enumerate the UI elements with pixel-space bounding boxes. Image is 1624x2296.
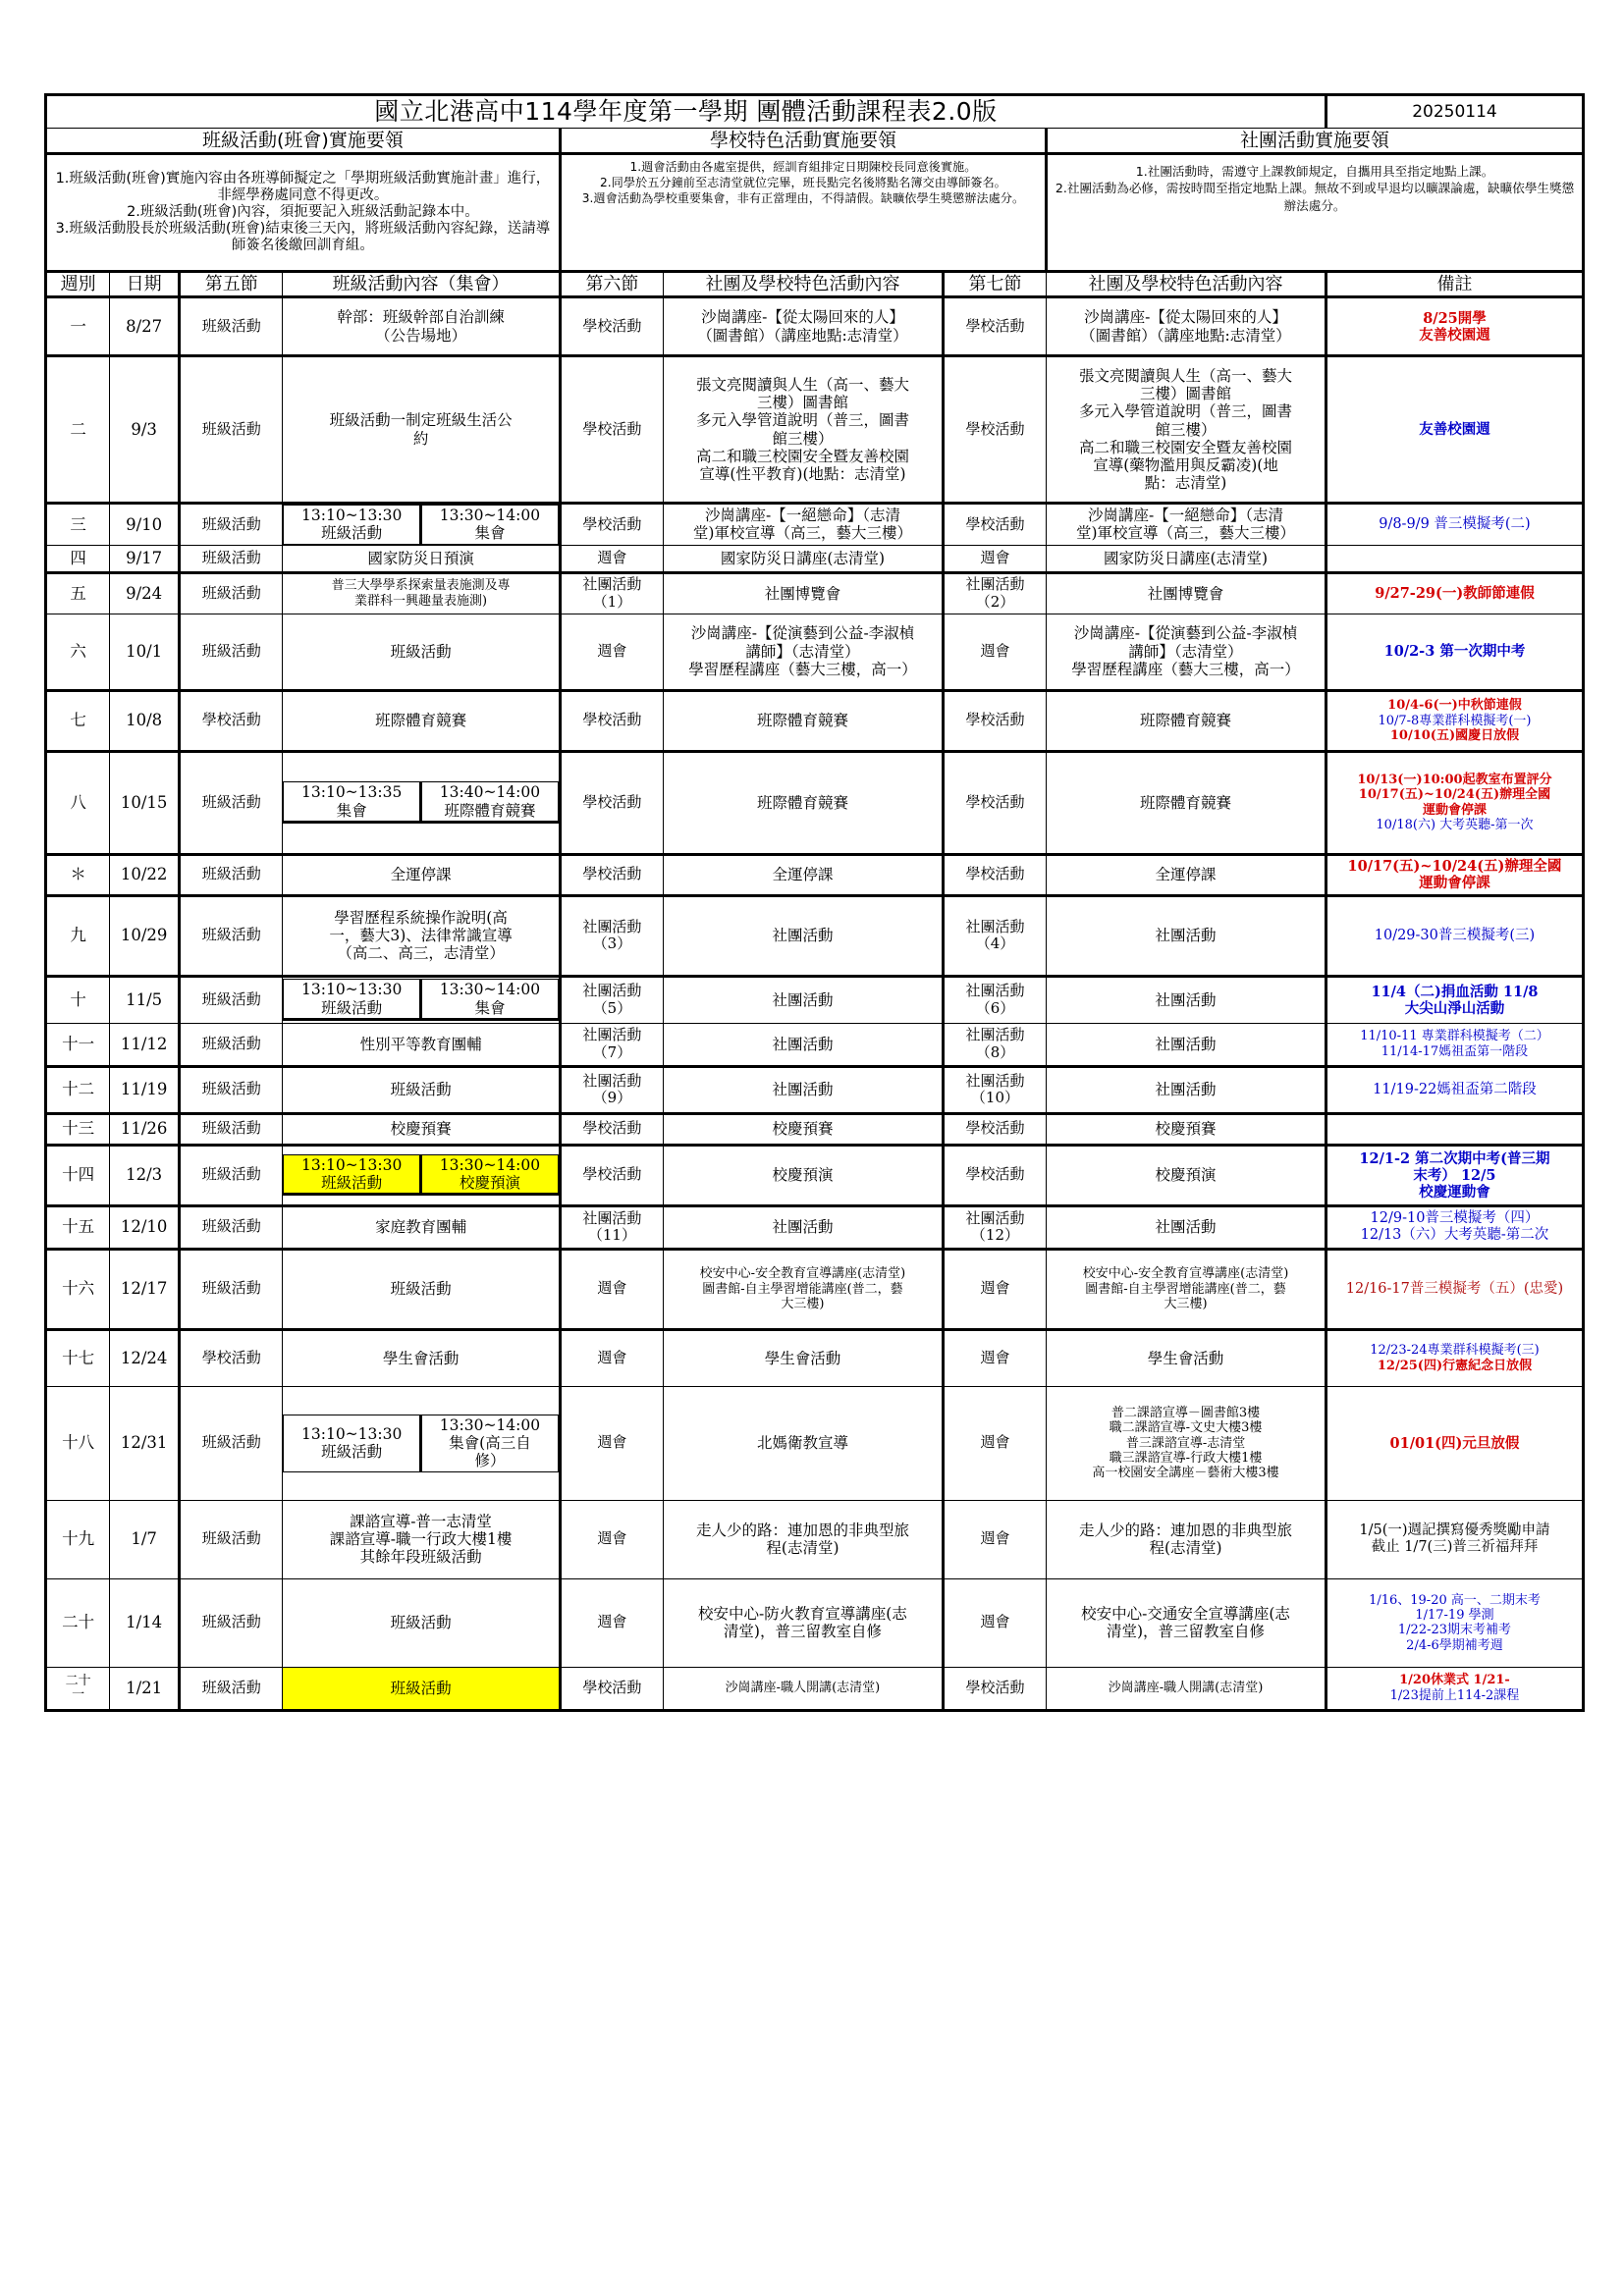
- cell-week: 八: [46, 751, 110, 854]
- cell-p6-content: 社團博覽會: [664, 572, 944, 614]
- cell-week: ＊: [46, 854, 110, 895]
- cell-period5: 班級活動: [180, 751, 283, 854]
- cell-remarks: [1326, 1113, 1583, 1145]
- split-right: 13:30~14:00 校慶預演: [421, 1154, 559, 1195]
- cell-period7: 社團活動 （10）: [943, 1066, 1046, 1113]
- cell-p6-content: 張文亮閱讀與人生（高一、藝大 三樓）圖書館 多元入學管道說明（普三，圖書 館三樓） 高二和職三校園安全暨友善校園 宣導(性平教育)(地點：志清堂): [664, 356, 944, 504]
- table-row: [46, 751, 1584, 854]
- cell-p6-content: 校安中心-安全教育宣導講座(志清堂) 圖書館-自主學習增能講座(普二，藝 大三樓): [664, 1249, 944, 1329]
- cell-p7-content: 張文亮閱讀與人生（高一、藝大 三樓）圖書館 多元入學管道說明（普三，圖書 館三樓） 高二和職三校園安全暨友善校園 宣導(藥物濫用與反霸凌)(地 點：志清堂): [1047, 356, 1326, 504]
- split-left: 13:10~13:30 班級活動: [284, 980, 421, 1020]
- cell-remarks: 12/16-17普三模擬考（五）(忠愛): [1326, 1249, 1583, 1329]
- split-right: 13:40~14:00 班際體育競賽: [421, 782, 559, 823]
- cell-class-activity: 班級活動: [283, 1578, 561, 1667]
- cell-p7-content: 沙崗講座-【從演藝到公益-李淑楨 講師】（志清堂） 學習歷程講座（藝大三樓，高一）: [1047, 614, 1326, 690]
- cell-period6: 學校活動: [560, 854, 663, 895]
- col-header-class-content: 班級活動內容（集會）: [283, 271, 561, 296]
- cell-date: 9/10: [110, 504, 180, 546]
- cell-period7: 社團活動 （6）: [943, 976, 1046, 1023]
- cell-week: 十三: [46, 1113, 110, 1145]
- cell-class-activity: 國家防災日預演: [283, 545, 561, 572]
- section-title-club: 社團活動實施要領: [1047, 128, 1584, 153]
- cell-week: 二十 一: [46, 1667, 110, 1710]
- cell-p7-content: 國家防災日講座(志清堂): [1047, 545, 1326, 572]
- cell-class-activity: 性別平等教育團輔: [283, 1023, 561, 1066]
- cell-date: 11/5: [110, 976, 180, 1023]
- schedule-table: [44, 93, 1585, 1712]
- cell-p6-content: 沙崗講座-職人開講(志清堂): [664, 1667, 944, 1710]
- table-row: [46, 1205, 1584, 1249]
- table-row: [46, 1023, 1584, 1066]
- table-row: [46, 1578, 1584, 1667]
- cell-period5: 班級活動: [180, 614, 283, 690]
- cell-class-activity: 課諮宣導-普一志清堂 課諮宣導-職一行政大樓1樓 其餘年段班級活動: [283, 1500, 561, 1578]
- cell-period6: 社團活動 （11）: [560, 1205, 663, 1249]
- col-header-remarks: 備註: [1326, 271, 1583, 296]
- cell-date: 1/7: [110, 1500, 180, 1578]
- cell-period7: 週會: [943, 1249, 1046, 1329]
- cell-date: 10/1: [110, 614, 180, 690]
- cell-remarks: 友善校園週: [1326, 356, 1583, 504]
- cell-p7-content: 社團活動: [1047, 1066, 1326, 1113]
- split-right: 13:30~14:00 集會(高三自 修）: [421, 1415, 559, 1471]
- col-header-p7-content: 社團及學校特色活動內容: [1047, 271, 1326, 296]
- cell-p6-content: 社團活動: [664, 976, 944, 1023]
- cell-date: 12/31: [110, 1386, 180, 1500]
- cell-period7: 週會: [943, 1578, 1046, 1667]
- cell-period5: 班級活動: [180, 1500, 283, 1578]
- cell-week: 二十: [46, 1578, 110, 1667]
- cell-week: 十四: [46, 1145, 110, 1205]
- cell-p7-content: 校慶預演: [1047, 1145, 1326, 1205]
- table-row: [46, 504, 1584, 546]
- cell-period6: 學校活動: [560, 1667, 663, 1710]
- page-title: 國立北港高中114學年度第一學期 團體活動課程表2.0版: [46, 95, 1326, 129]
- cell-period7: 學校活動: [943, 854, 1046, 895]
- cell-p7-content: 沙崗講座-【一絕戀命】（志清 堂)軍校宣導（高三，藝大三樓）: [1047, 504, 1326, 546]
- cell-class-activity: [283, 1386, 561, 1500]
- cell-period7: 學校活動: [943, 751, 1046, 854]
- table-row: [46, 1145, 1584, 1205]
- cell-period5: 學校活動: [180, 690, 283, 751]
- cell-p7-content: 校慶預賽: [1047, 1113, 1326, 1145]
- cell-period5: 學校活動: [180, 1329, 283, 1386]
- cell-period5: 班級活動: [180, 1023, 283, 1066]
- cell-period5: 班級活動: [180, 1113, 283, 1145]
- doc-date: 20250114: [1326, 95, 1583, 129]
- cell-date: 10/8: [110, 690, 180, 751]
- cell-period6: 學校活動: [560, 751, 663, 854]
- cell-p7-content: 全運停課: [1047, 854, 1326, 895]
- split-left: 13:10~13:30 班級活動: [284, 1154, 421, 1195]
- table-row: [46, 895, 1584, 976]
- cell-p6-content: 社團活動: [664, 1066, 944, 1113]
- cell-class-activity: 家庭教育團輔: [283, 1205, 561, 1249]
- cell-period7: 社團活動 （4）: [943, 895, 1046, 976]
- cell-p6-content: 校慶預演: [664, 1145, 944, 1205]
- table-row: [46, 854, 1584, 895]
- cell-period7: 社團活動 （12）: [943, 1205, 1046, 1249]
- cell-p7-content: 走人少的路：連加恩的非典型旅 程(志清堂): [1047, 1500, 1326, 1578]
- table-row: [46, 1249, 1584, 1329]
- cell-remarks: 12/9-10普三模擬考（四） 12/13（六）大考英聽-第二次: [1326, 1205, 1583, 1249]
- section-title-class: 班級活動(班會)實施要領: [46, 128, 561, 153]
- cell-class-activity: 普三大學學系探索量表施測及專 業群科一興趣量表施測): [283, 572, 561, 614]
- cell-period6: 社團活動 （3）: [560, 895, 663, 976]
- cell-remarks: 12/23-24專業群科模擬考(三) 12/25(四)行憲紀念日放假: [1326, 1329, 1583, 1386]
- cell-class-activity: [283, 1145, 561, 1205]
- cell-week: 六: [46, 614, 110, 690]
- table-row: [46, 1066, 1584, 1113]
- cell-period7: 週會: [943, 1500, 1046, 1578]
- cell-period5: 班級活動: [180, 1145, 283, 1205]
- table-row: [46, 545, 1584, 572]
- col-header-p6-content: 社團及學校特色活動內容: [664, 271, 944, 296]
- cell-p7-content: 班際體育競賽: [1047, 690, 1326, 751]
- cell-period7: 週會: [943, 545, 1046, 572]
- cell-date: 9/17: [110, 545, 180, 572]
- cell-remarks: 8/25開學 友善校園週: [1326, 297, 1583, 356]
- cell-remarks: 9/27-29(一)教師節連假: [1326, 572, 1583, 614]
- cell-remarks: 1/16、19-20 高一、二期末考 1/17-19 學測 1/22-23期末考補考 2/4-6學期補考週: [1326, 1578, 1583, 1667]
- cell-period7: 社團活動 （2）: [943, 572, 1046, 614]
- cell-period6: 學校活動: [560, 356, 663, 504]
- cell-period5: 班級活動: [180, 356, 283, 504]
- cell-p7-content: 普二課諮宣導－圖書館3樓 職二課諮宣導-文史大樓3樓 普三課諮宣導-志清堂 職三課諮宣導-行政大樓1樓 高一校園安全講座－藝術大樓3樓: [1047, 1386, 1326, 1500]
- cell-remarks: 10/2-3 第一次期中考: [1326, 614, 1583, 690]
- cell-remarks: 11/10-11 專業群科模擬考（二） 11/14-17媽祖盃第一階段: [1326, 1023, 1583, 1066]
- cell-week: 四: [46, 545, 110, 572]
- cell-week: 十八: [46, 1386, 110, 1500]
- split-left: 13:10~13:30 班級活動: [284, 506, 421, 545]
- cell-p6-content: 沙崗講座-【從太陽回來的人】 （圖書館）（講座地點:志清堂）: [664, 297, 944, 356]
- title-row: [46, 95, 1584, 129]
- cell-period7: 週會: [943, 1329, 1046, 1386]
- cell-period7: 學校活動: [943, 1667, 1046, 1710]
- cell-class-activity: [283, 976, 561, 1023]
- cell-remarks: 10/17(五)~10/24(五)辦理全國 運動會停課: [1326, 854, 1583, 895]
- cell-p7-content: 校安中心-安全教育宣導講座(志清堂) 圖書館-自主學習增能講座(普二，藝 大三樓): [1047, 1249, 1326, 1329]
- cell-class-activity: 幹部：班級幹部自治訓練 （公告場地）: [283, 297, 561, 356]
- cell-class-activity: [283, 751, 561, 854]
- col-header-date: 日期: [110, 271, 180, 296]
- cell-p7-content: 班際體育競賽: [1047, 751, 1326, 854]
- cell-period5: 班級活動: [180, 545, 283, 572]
- cell-week: 五: [46, 572, 110, 614]
- cell-week: 十九: [46, 1500, 110, 1578]
- cell-period6: 學校活動: [560, 297, 663, 356]
- cell-period5: 班級活動: [180, 504, 283, 546]
- table-row: [46, 1386, 1584, 1500]
- col-header-p5: 第五節: [180, 271, 283, 296]
- cell-period6: 週會: [560, 1386, 663, 1500]
- cell-date: 11/26: [110, 1113, 180, 1145]
- cell-p7-content: 社團活動: [1047, 1205, 1326, 1249]
- col-header-week: 週別: [46, 271, 110, 296]
- cell-p6-content: 校慶預賽: [664, 1113, 944, 1145]
- cell-p6-content: 國家防災日講座(志清堂): [664, 545, 944, 572]
- cell-p7-content: 學生會活動: [1047, 1329, 1326, 1386]
- cell-date: 10/22: [110, 854, 180, 895]
- table-row: [46, 572, 1584, 614]
- cell-week: 十五: [46, 1205, 110, 1249]
- cell-date: 11/19: [110, 1066, 180, 1113]
- cell-period7: 學校活動: [943, 297, 1046, 356]
- guidelines-club: 1.社團活動時，需遵守上課教師規定，自攜用具至指定地點上課。 2.社團活動為必修，需按時間至指定地點上課。無故不到或早退均以曠課論處，缺曠依學生獎懲辦法處分。: [1047, 153, 1584, 271]
- cell-week: 七: [46, 690, 110, 751]
- cell-period7: 週會: [943, 1386, 1046, 1500]
- cell-week: 二: [46, 356, 110, 504]
- cell-remarks: [1326, 545, 1583, 572]
- cell-week: 十一: [46, 1023, 110, 1066]
- table-row: [46, 690, 1584, 751]
- cell-week: 三: [46, 504, 110, 546]
- cell-period6: 學校活動: [560, 1113, 663, 1145]
- cell-period6: 社團活動 （7）: [560, 1023, 663, 1066]
- table-row: [46, 297, 1584, 356]
- cell-p6-content: 全運停課: [664, 854, 944, 895]
- cell-period6: 週會: [560, 614, 663, 690]
- cell-period6: 社團活動 （9）: [560, 1066, 663, 1113]
- cell-period6: 週會: [560, 545, 663, 572]
- cell-period5: 班級活動: [180, 1578, 283, 1667]
- cell-p7-content: 社團活動: [1047, 976, 1326, 1023]
- cell-p7-content: 沙崗講座-職人開講(志清堂): [1047, 1667, 1326, 1710]
- cell-date: 11/12: [110, 1023, 180, 1066]
- cell-p7-content: 校安中心-交通安全宣導講座(志 清堂)，普三留教室自修: [1047, 1578, 1326, 1667]
- cell-p6-content: 社團活動: [664, 1205, 944, 1249]
- cell-remarks: 11/19-22媽祖盃第二階段: [1326, 1066, 1583, 1113]
- cell-period5: 班級活動: [180, 297, 283, 356]
- cell-p6-content: 沙崗講座-【一絕戀命】（志清 堂)軍校宣導（高三，藝大三樓）: [664, 504, 944, 546]
- cell-class-activity: 全運停課: [283, 854, 561, 895]
- cell-week: 十: [46, 976, 110, 1023]
- table-row: [46, 1500, 1584, 1578]
- col-header-p7: 第七節: [943, 271, 1046, 296]
- split-left: 13:10~13:30 班級活動: [284, 1415, 421, 1471]
- cell-period6: 社團活動 （1）: [560, 572, 663, 614]
- cell-class-activity: 班際體育競賽: [283, 690, 561, 751]
- cell-period7: 學校活動: [943, 690, 1046, 751]
- cell-date: 8/27: [110, 297, 180, 356]
- cell-period7: 學校活動: [943, 1113, 1046, 1145]
- cell-period6: 社團活動 （5）: [560, 976, 663, 1023]
- cell-week: 十二: [46, 1066, 110, 1113]
- cell-class-activity: 班級活動: [283, 1667, 561, 1710]
- cell-period5: 班級活動: [180, 572, 283, 614]
- cell-period7: 週會: [943, 614, 1046, 690]
- section-title-row: [46, 128, 1584, 153]
- cell-date: 1/14: [110, 1578, 180, 1667]
- cell-class-activity: [283, 504, 561, 546]
- cell-remarks: 01/01(四)元旦放假: [1326, 1386, 1583, 1500]
- cell-class-activity: 班級活動: [283, 1249, 561, 1329]
- cell-p7-content: 社團博覽會: [1047, 572, 1326, 614]
- cell-date: 9/3: [110, 356, 180, 504]
- cell-week: 十六: [46, 1249, 110, 1329]
- cell-period7: 學校活動: [943, 356, 1046, 504]
- cell-period5: 班級活動: [180, 1205, 283, 1249]
- cell-period7: 學校活動: [943, 504, 1046, 546]
- cell-remarks: 11/4（二)捐血活動 11/8 大尖山淨山活動: [1326, 976, 1583, 1023]
- cell-p6-content: 沙崗講座-【從演藝到公益-李淑楨 講師】（志清堂） 學習歷程講座（藝大三樓，高一）: [664, 614, 944, 690]
- cell-p6-content: 班際體育競賽: [664, 690, 944, 751]
- cell-week: 一: [46, 297, 110, 356]
- cell-p7-content: 社團活動: [1047, 895, 1326, 976]
- cell-period5: 班級活動: [180, 1249, 283, 1329]
- cell-remarks: 1/5(一)週記撰寫優秀獎勵申請 截止 1/7(三)普三祈福拜拜: [1326, 1500, 1583, 1578]
- split-right: 13:30~14:00 集會: [421, 980, 559, 1020]
- cell-class-activity: 學生會活動: [283, 1329, 561, 1386]
- guidelines-school: 1.週會活動由各處室提供，經訓育組排定日期陳校長同意後實施。 2.同學於五分鐘前至志清堂就位完畢，班長點完名後將點名簿交由導師簽名。 3.週會活動為學校重要集會，非有正當理由，不得請假。缺曠依學生獎懲辦法處分。: [560, 153, 1046, 271]
- cell-class-activity: 班級活動一制定班級生活公 約: [283, 356, 561, 504]
- cell-period5: 班級活動: [180, 854, 283, 895]
- table-row: [46, 1113, 1584, 1145]
- table-row: [46, 1667, 1584, 1710]
- cell-period5: 班級活動: [180, 976, 283, 1023]
- cell-remarks: 9/8-9/9 普三模擬考(二): [1326, 504, 1583, 546]
- cell-p6-content: 校安中心-防火教育宣導講座(志 清堂)，普三留教室自修: [664, 1578, 944, 1667]
- cell-period6: 週會: [560, 1578, 663, 1667]
- cell-period5: 班級活動: [180, 895, 283, 976]
- cell-p7-content: 沙崗講座-【從太陽回來的人】 （圖書館）（講座地點:志清堂）: [1047, 297, 1326, 356]
- cell-class-activity: 班級活動: [283, 1066, 561, 1113]
- cell-class-activity: 校慶預賽: [283, 1113, 561, 1145]
- cell-date: 1/21: [110, 1667, 180, 1710]
- cell-remarks: 10/29-30普三模擬考(三): [1326, 895, 1583, 976]
- cell-period5: 班級活動: [180, 1667, 283, 1710]
- cell-class-activity: 班級活動: [283, 614, 561, 690]
- cell-p6-content: 班際體育競賽: [664, 751, 944, 854]
- cell-period5: 班級活動: [180, 1386, 283, 1500]
- cell-week: 九: [46, 895, 110, 976]
- cell-remarks: 10/13(一)10:00起教室布置評分 10/17(五)~10/24(五)辦理全國 運動會停課 10/18(六) 大考英聽-第一次: [1326, 751, 1583, 854]
- cell-p7-content: 社團活動: [1047, 1023, 1326, 1066]
- cell-remarks: 1/20休業式 1/21- 1/23提前上114-2課程: [1326, 1667, 1583, 1710]
- cell-remarks: 12/1-2 第二次期中考(普三期 末考） 12/5 校慶運動會: [1326, 1145, 1583, 1205]
- guidelines-row: [46, 153, 1584, 271]
- cell-date: 9/24: [110, 572, 180, 614]
- cell-p6-content: 學生會活動: [664, 1329, 944, 1386]
- cell-p6-content: 社團活動: [664, 1023, 944, 1066]
- cell-date: 12/3: [110, 1145, 180, 1205]
- cell-week: 十七: [46, 1329, 110, 1386]
- cell-period6: 學校活動: [560, 504, 663, 546]
- table-row: [46, 1329, 1584, 1386]
- cell-remarks: 10/4-6(一)中秋節連假 10/7-8專業群科模擬考(一) 10/10(五)國慶日放假: [1326, 690, 1583, 751]
- table-row: [46, 976, 1584, 1023]
- cell-date: 10/29: [110, 895, 180, 976]
- cell-date: 12/17: [110, 1249, 180, 1329]
- cell-period6: 學校活動: [560, 1145, 663, 1205]
- cell-period7: 社團活動 （8）: [943, 1023, 1046, 1066]
- guidelines-class: 1.班級活動(班會)實施內容由各班導師擬定之「學期班級活動實施計畫」進行，非經學務處同意不得更改。 2.班級活動(班會)內容，須扼要記入班級活動記錄本中。 3.班級活動股長於班級活動(班會)結束後三天內，將班級活動內容紀錄，送請導師簽名後繳回訓育組。: [46, 153, 561, 271]
- cell-period6: 週會: [560, 1249, 663, 1329]
- cell-period6: 學校活動: [560, 690, 663, 751]
- cell-period6: 週會: [560, 1500, 663, 1578]
- cell-period5: 班級活動: [180, 1066, 283, 1113]
- cell-date: 12/24: [110, 1329, 180, 1386]
- table-row: [46, 614, 1584, 690]
- split-right: 13:30~14:00 集會: [421, 506, 559, 545]
- cell-date: 10/15: [110, 751, 180, 854]
- cell-class-activity: 學習歷程系統操作說明(高 一，藝大3)、法律常識宣導 （高二、高三，志清堂）: [283, 895, 561, 976]
- cell-p6-content: 北媽衛教宣導: [664, 1386, 944, 1500]
- cell-p6-content: 社團活動: [664, 895, 944, 976]
- cell-p6-content: 走人少的路：連加恩的非典型旅 程(志清堂): [664, 1500, 944, 1578]
- split-left: 13:10~13:35 集會: [284, 782, 421, 823]
- col-header-p6: 第六節: [560, 271, 663, 296]
- cell-date: 12/10: [110, 1205, 180, 1249]
- cell-period7: 學校活動: [943, 1145, 1046, 1205]
- table-row: [46, 356, 1584, 504]
- column-header-row: [46, 271, 1584, 296]
- section-title-school: 學校特色活動實施要領: [560, 128, 1046, 153]
- cell-period6: 週會: [560, 1329, 663, 1386]
